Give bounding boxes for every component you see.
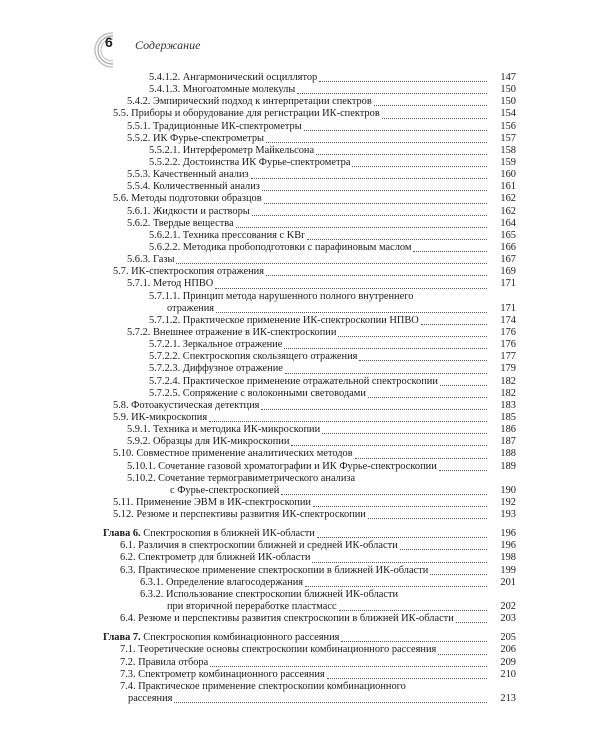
toc-entry[interactable] — [0, 540, 600, 552]
toc-entry-text: рассеяния — [128, 693, 173, 705]
toc-entry-text: 5.7.2.3. Диффузное отражение — [149, 363, 283, 375]
toc-entry-text: 5.5.4. Количественный анализ — [127, 181, 260, 193]
toc-entry-text: 5.5. Приборы и оборудование для регистрации ИК-спектров — [113, 108, 380, 120]
toc-entry-text: с Фурье-спектроскопией — [170, 484, 280, 496]
table-of-contents — [0, 72, 600, 705]
toc-page-number: 166 — [488, 242, 516, 254]
toc-entry-text: 5.7.2.2. Спектроскопия скользящего отражения — [149, 351, 358, 363]
toc-entry-text: 5.10.2. Сочетание термогравиметрического анализа — [127, 472, 356, 484]
toc-page-number: 198 — [488, 552, 516, 564]
toc-entry-title — [149, 72, 318, 84]
toc-page-number: 176 — [488, 339, 516, 351]
toc-page-number: 156 — [488, 121, 516, 133]
toc-entry-text: 5.5.2.2. Достоинства ИК Фурье-спектрометра — [149, 156, 351, 168]
toc-page-number: 177 — [488, 351, 516, 363]
toc-entry-text: 5.11. Применение ЭВМ в ИК-спектроскопии — [113, 496, 311, 508]
toc-entry-title — [127, 121, 303, 133]
toc-entry-title — [128, 693, 173, 705]
toc-entry-title — [149, 84, 296, 96]
toc-page-number: 201 — [488, 577, 516, 589]
toc-entry-title — [127, 424, 321, 436]
toc-entry[interactable] — [0, 96, 600, 108]
toc-entry-title — [149, 291, 414, 303]
toc-page-number: 186 — [488, 424, 516, 436]
toc-entry[interactable] — [0, 315, 600, 327]
toc-entry-title — [149, 388, 367, 400]
toc-entry-title — [103, 632, 340, 644]
toc-page-number: 171 — [488, 278, 516, 290]
toc-page-number: 150 — [488, 84, 516, 96]
toc-entry-text: 6.2. Спектрометр для ближней ИК-области — [120, 552, 311, 564]
toc-entry-text: 7.3. Спектрометр комбинационного рассеяния — [120, 668, 325, 680]
toc-page-number: 147 — [488, 72, 516, 84]
toc-entry[interactable] — [0, 303, 600, 315]
toc-entry[interactable] — [0, 339, 600, 351]
toc-page-number: 196 — [488, 528, 516, 540]
toc-page-number: 164 — [488, 218, 516, 230]
toc-entry-title — [127, 461, 438, 473]
toc-entry-title — [113, 108, 381, 120]
toc-entry-title — [149, 376, 439, 388]
toc-entry-text: 5.7.2.5. Сопряжение с волоконными световодами — [149, 387, 366, 399]
toc-page-number: 159 — [488, 157, 516, 169]
toc-entry-text: 7.4. Практическое применение спектроскопии комбинационного — [120, 680, 406, 692]
toc-entry-title — [149, 351, 358, 363]
toc-entry[interactable] — [0, 461, 600, 473]
toc-entry-text: 5.5.3. Качественный анализ — [127, 169, 249, 181]
toc-entry-text: 5.7.1.2. Практическое применение ИК-спектроскопии НПВО — [149, 314, 419, 326]
toc-entry[interactable] — [0, 497, 600, 509]
toc-entry-title — [127, 218, 235, 230]
toc-entry-title — [120, 644, 437, 656]
toc-entry-text: 5.9.2. Образцы для ИК-микроскопии — [127, 436, 290, 448]
toc-entry[interactable] — [0, 485, 600, 497]
toc-entry-title — [149, 339, 283, 351]
toc-entry-text: 5.5.1. Традиционные ИК-спектрометры — [127, 120, 302, 132]
toc-page-number: 203 — [488, 613, 516, 625]
toc-entry-title — [113, 412, 208, 424]
toc-entry[interactable] — [0, 424, 600, 436]
toc-entry[interactable] — [0, 351, 600, 363]
toc-entry-text: 5.6. Методы подготовки образцов — [113, 193, 262, 205]
toc-entry-title — [120, 540, 399, 552]
toc-entry-title — [149, 145, 315, 157]
toc-page-number: 182 — [488, 388, 516, 400]
toc-entry-text: 5.12. Резюме и перспективы развития ИК-спектроскопии — [113, 509, 366, 521]
toc-entry-title — [127, 96, 373, 108]
toc-entry-title — [120, 681, 407, 693]
toc-entry-text: 5.9. ИК-микроскопия — [113, 411, 208, 423]
toc-entry[interactable] — [0, 108, 600, 120]
toc-page-number: 154 — [488, 108, 516, 120]
toc-page-number: 157 — [488, 133, 516, 145]
toc-entry[interactable] — [0, 552, 600, 564]
toc-page-number: 161 — [488, 181, 516, 193]
toc-entry-title — [140, 577, 304, 589]
toc-entry-title — [127, 327, 337, 339]
toc-entry-text: 5.6.3. Газы — [127, 254, 175, 266]
toc-entry-text: 5.7.2. Внешнее отражение в ИК-спектроскопии — [127, 326, 337, 338]
toc-entry[interactable] — [0, 278, 600, 290]
toc-page-number: 174 — [488, 315, 516, 327]
toc-entry-text: 5.7.2.1. Зеркальное отражение — [149, 339, 283, 351]
toc-entry-text: 5.6.2.1. Техника прессования с KBr — [149, 229, 305, 241]
toc-entry-text: 5.7.1. Метод НПВО — [127, 278, 214, 290]
toc-entry[interactable] — [0, 157, 600, 169]
toc-entry-text: 5.7. ИК-спектроскопия отражения — [113, 266, 265, 278]
toc-entry-title — [127, 254, 175, 266]
toc-entry-title — [149, 230, 306, 242]
toc-entry[interactable] — [0, 121, 600, 133]
toc-entry-title — [140, 589, 399, 601]
toc-entry-title — [120, 669, 326, 681]
toc-entry-text: 6.1. Различия в спектроскопии ближней и средней ИК-области — [120, 540, 398, 552]
toc-entry-text: 5.6.2.2. Методика пробоподготовки с парафиновым маслом — [149, 241, 412, 253]
toc-page-number: 171 — [488, 303, 516, 315]
toc-page-number: 213 — [488, 693, 516, 705]
toc-entry-title — [170, 485, 280, 497]
toc-page-number: 165 — [488, 230, 516, 242]
running-title: Содержание — [135, 38, 201, 52]
toc-page-number: 185 — [488, 412, 516, 424]
toc-entry-title — [113, 509, 367, 521]
page-number: 6 — [105, 34, 113, 50]
toc-page-number: 210 — [488, 669, 516, 681]
toc-entry-title — [127, 133, 265, 145]
toc-page-number: 199 — [488, 565, 516, 577]
toc-entry-text: 6.3.1. Определение влагосодержания — [140, 576, 304, 588]
toc-page-number: 206 — [488, 644, 516, 656]
toc-page-number: 196 — [488, 540, 516, 552]
toc-entry-text: 5.8. Фотоакустическая детектция — [113, 399, 260, 411]
toc-entry-text: 5.5.2.1. Интерферометр Майкельсона — [149, 144, 315, 156]
toc-entry-text: 5.7.1.1. Принцип метода нарушенного полного внутреннего — [149, 290, 414, 302]
toc-entry[interactable] — [0, 632, 600, 644]
toc-entry-text: 5.10. Совместное применение аналитических методов — [113, 448, 353, 460]
toc-page-number: 183 — [488, 400, 516, 412]
toc-entry-text: 6.3.2. Использование спектроскопии ближней ИК-области — [140, 588, 399, 600]
toc-page-number: 202 — [488, 601, 516, 613]
toc-page-number: 179 — [488, 363, 516, 375]
toc-entry-text: 5.4.1.3. Многоатомные молекулы — [149, 84, 296, 96]
toc-entry[interactable] — [0, 577, 600, 589]
toc-entry-text: 5.5.2. ИК Фурье-спектрометры — [127, 132, 265, 144]
toc-entry[interactable] — [0, 448, 600, 460]
toc-entry-text: Спектроскопия в ближней ИК-области — [140, 528, 315, 540]
toc-entry-title — [127, 169, 250, 181]
toc-entry-title — [120, 565, 429, 577]
page-header — [0, 0, 600, 60]
toc-entry[interactable] — [0, 412, 600, 424]
toc-page-number: 160 — [488, 169, 516, 181]
toc-entry-title — [149, 315, 420, 327]
toc-page-number: 187 — [488, 436, 516, 448]
toc-entry-text: Спектроскопия комбинационного рассеяния — [140, 632, 340, 644]
toc-entry-title — [127, 473, 356, 485]
toc-entry[interactable] — [0, 242, 600, 254]
toc-entry[interactable] — [0, 363, 600, 375]
toc-page-number: 188 — [488, 448, 516, 460]
toc-page-number: 190 — [488, 485, 516, 497]
toc-entry-title — [120, 552, 311, 564]
toc-entry-text: отражения — [167, 302, 215, 314]
dot-leader — [327, 666, 513, 679]
toc-entry-title — [167, 601, 338, 613]
toc-entry-text: 5.6.2. Твердые вещества — [127, 217, 234, 229]
toc-entry-title — [127, 278, 214, 290]
toc-entry-title — [127, 181, 261, 193]
toc-entry-title — [113, 400, 260, 412]
toc-entry-text: при вторичной переработке пластмасс — [167, 601, 337, 613]
chapter-label: Глава 6. — [103, 528, 141, 540]
toc-entry[interactable] — [0, 644, 600, 656]
toc-entry-title — [127, 206, 251, 218]
toc-entry-text: 6.3. Практическое применение спектроскопии в ближней ИК-области — [120, 564, 429, 576]
toc-entry[interactable] — [0, 669, 600, 681]
toc-page-number: 176 — [488, 327, 516, 339]
toc-entry-title — [113, 193, 263, 205]
toc-entry[interactable] — [0, 509, 600, 521]
toc-entry[interactable] — [0, 376, 600, 388]
toc-entry-title — [167, 303, 215, 315]
toc-entry[interactable] — [0, 528, 600, 540]
toc-entry[interactable] — [0, 565, 600, 577]
toc-entry[interactable] — [0, 72, 600, 84]
toc-entry[interactable] — [0, 230, 600, 242]
toc-entry-text: 5.4.1.2. Ангармонический осциллятор — [149, 72, 318, 83]
toc-entry-title — [113, 497, 312, 509]
toc-page-number: 158 — [488, 145, 516, 157]
toc-entry[interactable] — [0, 657, 600, 669]
toc-entry[interactable] — [0, 601, 600, 613]
toc-entry-title — [127, 436, 290, 448]
toc-entry[interactable] — [0, 613, 600, 625]
toc-entry-text: 7.2. Правила отбора — [120, 656, 209, 668]
toc-page-number: 189 — [488, 461, 516, 473]
toc-entry[interactable] — [0, 145, 600, 157]
toc-entry-text: 6.4. Резюме и перспективы развития спектроскопии в ближней ИК-области — [120, 613, 454, 625]
toc-entry-text: 7.1. Теоретические основы спектроскопии комбинационного рассеяния — [120, 644, 437, 656]
toc-entry[interactable] — [0, 388, 600, 400]
toc-entry-text: 5.9.1. Техника и методика ИК-микроскопии — [127, 424, 321, 436]
toc-entry[interactable] — [0, 218, 600, 230]
toc-page-number: 162 — [488, 193, 516, 205]
toc-entry-title — [120, 613, 455, 625]
toc-page-number: 169 — [488, 266, 516, 278]
toc-page-number: 182 — [488, 376, 516, 388]
toc-entry-title — [149, 157, 351, 169]
toc-page-number: 150 — [488, 96, 516, 108]
toc-page-number: 167 — [488, 254, 516, 266]
toc-page-number: 209 — [488, 657, 516, 669]
toc-entry-text: 5.7.2.4. Практическое применение отражательной спектроскопии — [149, 375, 438, 387]
toc-entry-title — [149, 242, 412, 254]
toc-entry[interactable] — [0, 84, 600, 96]
toc-page-number: 193 — [488, 509, 516, 521]
toc-entry[interactable] — [0, 133, 600, 145]
toc-entry-title — [113, 266, 265, 278]
toc-entry-title — [103, 528, 316, 540]
toc-entry-title — [113, 448, 354, 460]
toc-entry-title — [149, 363, 284, 375]
toc-entry-text: 5.4.2. Эмпирический подход к интерпретации спектров — [127, 96, 372, 108]
toc-page-number: 205 — [488, 632, 516, 644]
toc-entry-title — [120, 657, 209, 669]
toc-page-number: 162 — [488, 206, 516, 218]
toc-page-number: 192 — [488, 497, 516, 509]
chapter-label: Глава 7. — [103, 632, 141, 644]
toc-entry[interactable] — [0, 693, 600, 705]
toc-entry-text: 5.6.1. Жидкости и растворы — [127, 205, 250, 217]
toc-entry[interactable] — [0, 327, 600, 339]
toc-entry-text: 5.10.1. Сочетание газовой хроматографии и ИК Фурье-спектроскопии — [127, 460, 437, 472]
toc-entry[interactable] — [0, 436, 600, 448]
